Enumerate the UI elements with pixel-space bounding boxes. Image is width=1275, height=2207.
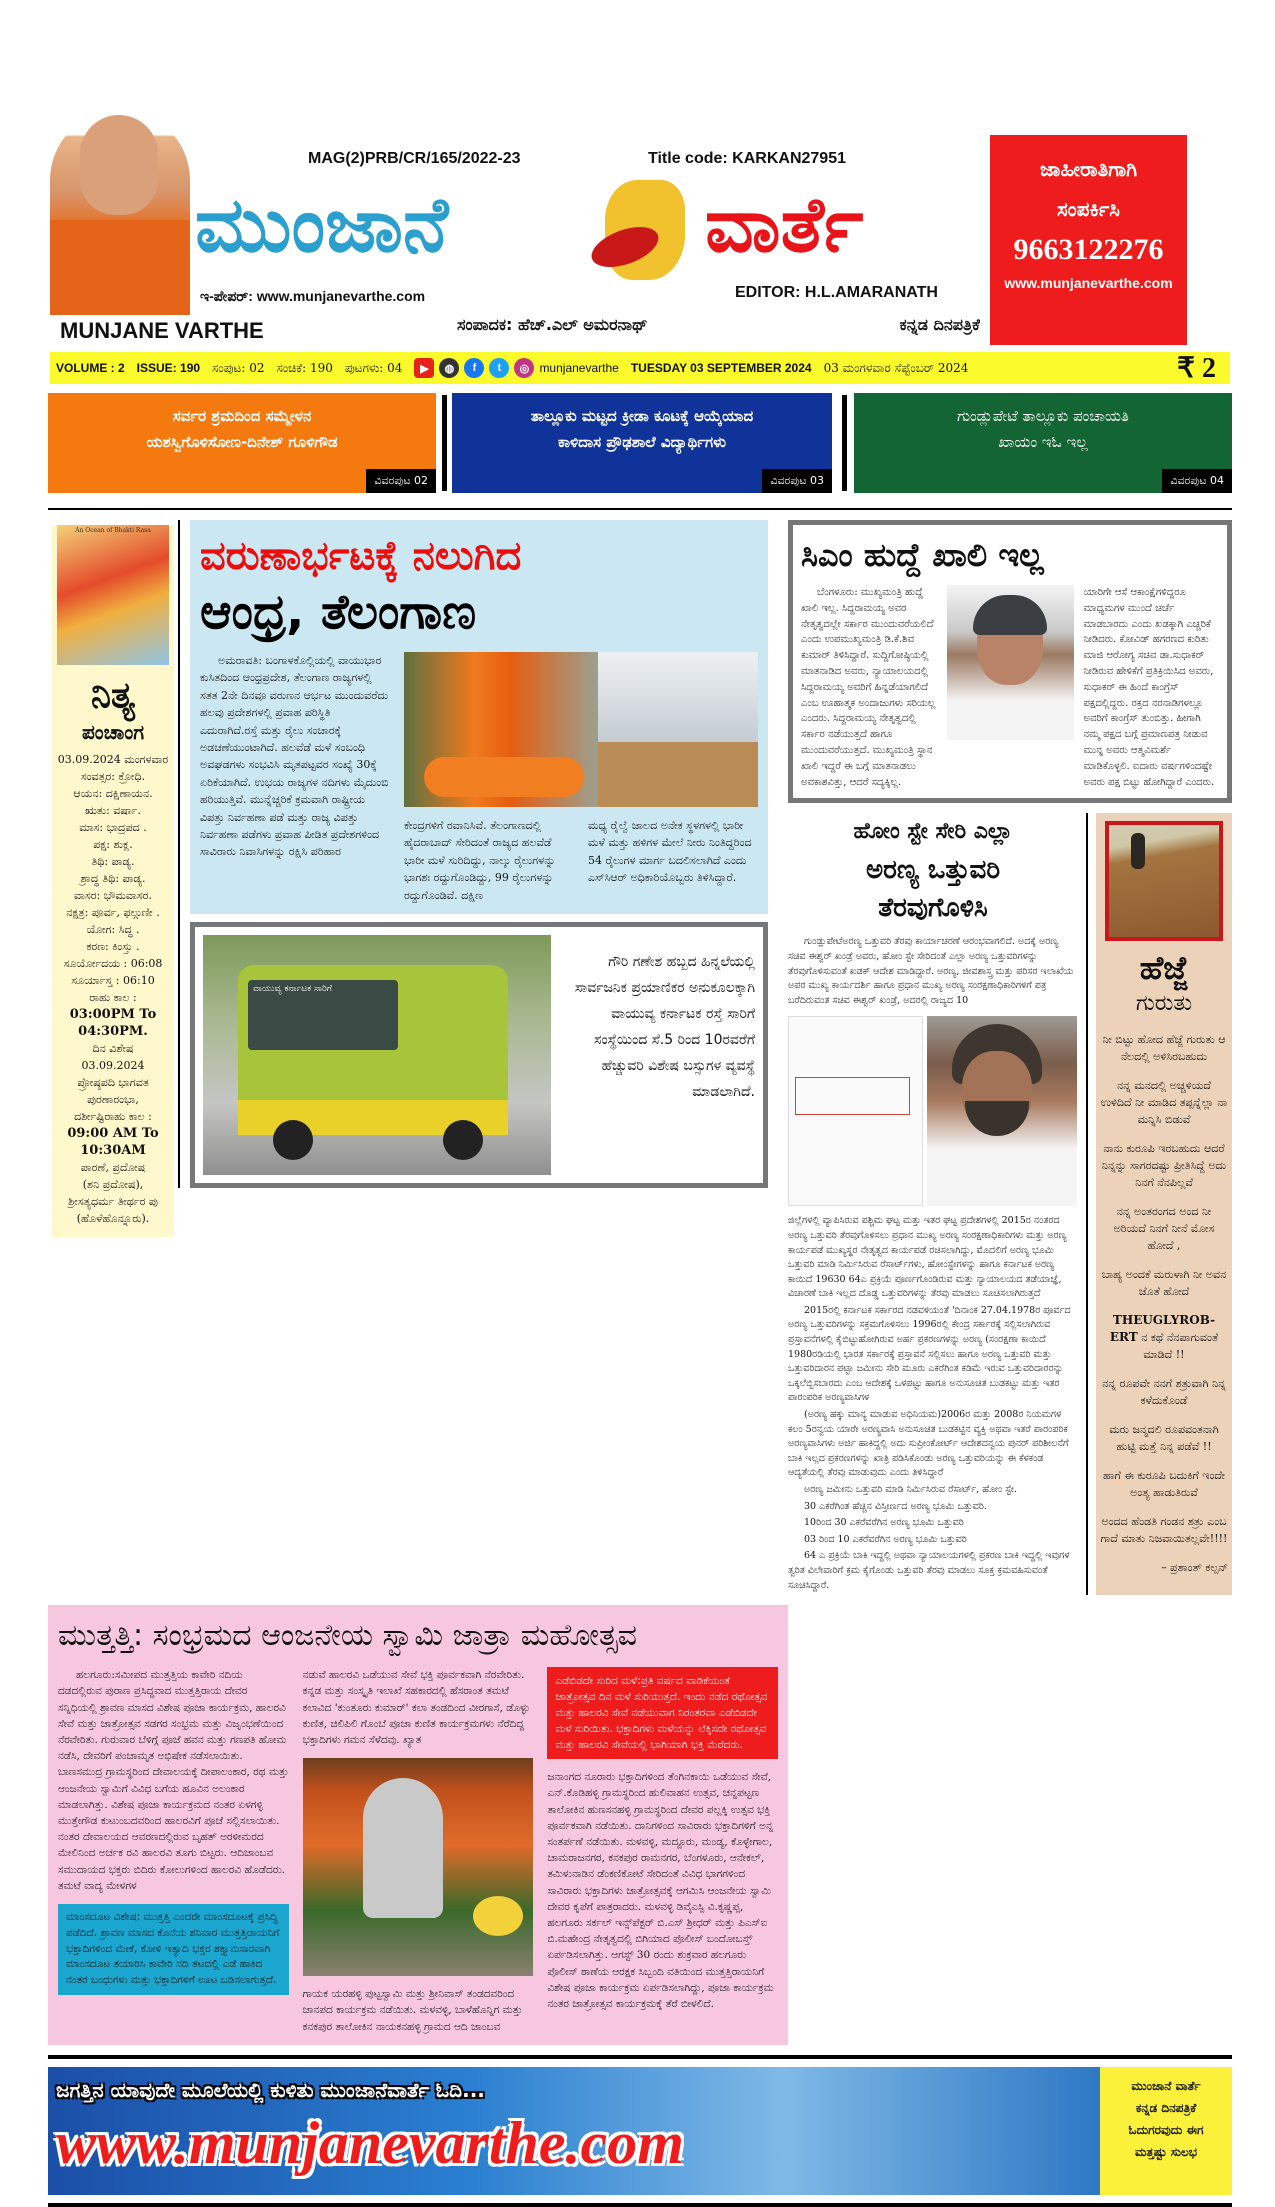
flood-headline-2: ಆಂಧ್ರ, ತೆಲಂಗಾಣ [200,584,477,640]
divider [442,395,447,491]
homestay-para: 2015ರಲ್ಲಿ ಕರ್ನಾಟಕ ಸರ್ಕಾರದ ನಡವಳಿಯಂತೆ 'ದಿನಾಂಕ 27.04.1978ರ ಪೂರ್ವದ ಅರಣ್ಯ ಒತ್ತುವರಿಗಳನ್ನು ಸಕ್ರಮಗೊಳಿಸಲು 1996ರಲ್ಲಿ ಕೇಂದ್ರ ಸರ್ಕಾರಕ್ಕೆ ಸಲ್ಲಿಸಲಾಗಿರುವ ಪ್ರಸ್ತಾವನೆಗಳಲ್ಲಿ ಕೈಬಿಟ್ಟುಹೋಗಿರುವ ಅರ್ಹ ಪ್ರಕರಣಗಳನ್ನು ಅರಣ್ಯ (ಸಂರಕ್ಷಣಾ ಕಾಯಿದೆ 1980ರಡಿಯಲ್ಲಿ ಭಾರತ ಸರ್ಕಾರಕ್ಕೆ ಪ್ರಸ್ತಾವನೆ ಸಲ್ಲಿಸಲು ಹಾಗೂ ಅರಣ್ಯ ಒತ್ತುವರಿ ಮತ್ತು ಒತ್ತುವರಿದಾರನ ಪಟ್ಟಾ ಜಮೀನು ಸೇರಿ ಮೂರು ಎಕರೆಗಿಂತ ಕಡಿಮೆ ಇರುವ ಒತ್ತುವರಿದಾರರನ್ನು ಒಕ್ಕಲೆಬ್ಬಿಸಬಾರದು ಎಂಬ ಆದೇಶಕ್ಕೆ ಒಳಪಟ್ಟು ಹಾಗೂ ಅನುಸೂಚಿತ ಬುಡಕಟ್ಟು ಮತ್ತು ಇತರ ಪಾರಂಪರಿಕ ಅರಣ್ಯವಾಸಿಗಳ [788,1304,1071,1404]
eshwar-khandre-photo [927,1016,1077,1206]
section-rule [48,508,1232,510]
poem-stanza: ನನ್ನ ಅಂತರಂಗದ ಅಂದ ನೀ ಅರಿಯದೆ ನಿನಗೆ ನೀನೆ ಮೋಸ ಹೋದೆ , [1113,1205,1215,1253]
poem-subtitle: ಗುರುತು [1135,991,1193,1017]
teaser-line: ಖಾಯಂ ಇಓ ಇಲ್ಲ [998,433,1088,451]
muttatti-col-3: ಜನಾಂಗದ ನೂರಾರು ಭಕ್ತಾದಿಗಳಿಂದ ತೆಂಗಿನಕಾಯಿ ಒಡೆಯುವ ಸೇವೆ, ಎನ್.ಕೊಡಿಹಳ್ಳಿ ಗ್ರಾಮಸ್ಥರಿಂದ ಹುಲಿವಾಹನ ಉತ್ಸವ, ಚನ್ನಪಟ್ಟಣ ತಾಲೋಕಿನ ಹುಣಸನಹಳ್ಳಿ ಗ್ರಾಮಸ್ಥರಿಂದ ದೇವರ ಪಲ್ಲಕ್ಕಿ ಉತ್ಸವ ಭಕ್ತಿ ಪೂರ್ವಕವಾಗಿ ನಡೆಯಿತು. ದಾನಿಗಳಿಂದ ಸಾವಿರಾರು ಭಕ್ತಾದಿಗಳಿಗೆ ಅನ್ನ ಸಂತರ್ಪಣೆ ನಡೆಯಿತು. ಮಳವಳ್ಳಿ, ಮದ್ದೂರು, ಮಂಡ್ಯ, ಕೊಳ್ಳೇಗಾಲ, ಚಾಮರಾಜನಗರ, ಕನಕಪುರ ರಾಮನಗರ, ಬೆಂಗಳೂರು, ಆನೇಕಲ್, ತಮಿಳುನಾಡಿನ ಡೆಂಕಣಿಕೋಟೆ ಸೇರಿದಂತೆ ವಿವಿಧ ಭಾಗಗಳಿಂದ ಸಾವಿರಾರು ಭಕ್ತಾದಿಗಳು ಜಾತ್ರೋತ್ಸವಕ್ಕೆ ಆಗಮಿಸಿ ಆಂಜನೇಯ ಸ್ವಾಮಿ ದೇವರ ಕೃಪೆಗೆ ಪಾತ್ರರಾದರು. ಮಳವಳ್ಳಿ ಡಿವೈಎಸ್ಪಿ ವಿ.ಕೃಷ್ಣಪ್ಪ, ಹಲಗೂರು ಸರ್ಕಲ್ ಇನ್ಸ್‌ಪೆಕ್ಟರ್ ಬಿ.ಎಸ್ ಶ್ರೀಧರ್ ಮತ್ತು ಪಿಎಸ್‌ಐ ಬಿ.ಮಹೇಂದ್ರ ನೇತೃತ್ವದಲ್ಲಿ ಬಿಗಿಯಾದ ಪೊಲೀಸ್ ಬಂದೋಬಸ್ತ್ ಏರ್ಪಡಿಸಲಾಗಿತ್ತು. ಆಗಸ್ಟ್ 30 ರಂದು ಶುಕ್ರವಾರ ಹಲಗೂರು ಪೊಲೀಸ್ ಠಾಣೆಯ ಆರಕ್ಷಕ ಸಿಬ್ಬಂದಿ ವತಿಯಿಂದ ಮುತ್ತತ್ತಿರಾಯನಿಗೆ ವಿಶೇಷ ಪೂಜಾ ಕಾರ್ಯಕ್ರಮ ಏರ್ಪಡಿಸಲಾಗಿದ್ದು, ಪೂಜಾ ಕಾರ್ಯಕ್ರಮ ನಂತರ ಜಾತ್ರೋತ್ಸವ ಕಾರ್ಯಕ್ರಮಕ್ಕೆ ತೆರೆ ಬೀಳಲಿದೆ. [547,1771,774,2011]
teaser-page-03[interactable] [452,393,832,493]
ad-line-2: ಸಂಪರ್ಕಿಸಿ [1057,197,1120,221]
panchanga-line: ಶ್ರಾದ್ಧ ತಿಥಿ: ಪಾಡ್ಯ. [80,872,146,885]
vishesha-time: 09:00 AM To 10:30AM [67,1126,159,1158]
vishesha-date: 03.09.2024 [81,1059,145,1072]
panchanga-line: ವಾಸರ: ಭೌಮವಾಸರ. [74,889,152,902]
logo-varthe: ವಾರ್ತೆ [705,180,864,269]
image-caption: An Ocean of Bhakti Rasa [75,527,151,534]
ad-line-1: ಜಾಹೀರಾತಿಗಾಗಿ [1039,157,1138,181]
homestay-para: ಅರಣ್ಯ ಜಮೀನು ಒತ್ತುವರಿ ಮಾಡಿ ನಿರ್ಮಿಸಿರುವ ರೆಸಾರ್ಟ್, ಹೋಂ ಸ್ಟೇ. [804,1484,1018,1496]
anjaneya-idol-photo [303,1758,534,1976]
banner-side-box [1100,2067,1232,2195]
flood-col-2: ಕೇಂದ್ರಗಳಿಗೆ ರವಾನಿಸಿವೆ. ತೆಲಂಗಾಣದಲ್ಲಿ ಹೈದರಾಬಾದ್ ಸೇರಿದಂತೆ ರಾಜ್ಯದ ಹಲವೆಡೆ ಭಾರೀ ಮಳೆ ಸುರಿದಿದ್ದು, ನಾಲ್ಕು ರೈಲುಗಳನ್ನು ಭಾಗಶಃ ರದ್ದುಗೊಂಡಿದ್ದು, 99 ರೈಲುಗಳನ್ನು ರದ್ದುಗೊಂಡಿವೆ. ದಕ್ಷಿಣ [404,819,556,902]
poem-stanza: ನಾನು ಕುರೂಪಿ ಇರಬಹುದು ಆದರೆ ನಿನ್ನನ್ನು ಸಾಗರದಷ್ಟು ಪ್ರೀತಿಸಿದ್ದೆ ಅದು ನಿನಗೆ ನೆನಪಿಲ್ಲವೆ [1101,1142,1227,1190]
vishesha-line: ಪ್ರೋಷ್ಠಪದಿ ಭಾಗವತ [77,1076,149,1089]
sanchike: ಸಂಚಿಕೆ: 190 [276,360,333,375]
panchanga-title: ನಿತ್ಯ [90,675,136,716]
web-icon[interactable]: ◍ [439,358,459,378]
banner-side-line: ಮತ್ತಷ್ಟು ಸುಲಭ [1135,2144,1197,2159]
poem-column [1096,813,1232,1595]
muttatti-col-2a: ನಡುವೆ ಹಾಲರವಿ ಒಡೆಯುವ ಸೇವೆ ಭಕ್ತಿ ಪೂರ್ವಕವಾಗಿ ನೆರವೇರಿತು. ಕನ್ನಡ ಮತ್ತು ಸಂಸ್ಕೃತಿ ಇಲಾಖೆ ಸಹಕಾರದಲ್ಲಿ ಹೆಸರಾಂತ ತಮಟೆ ಕಲಾವಿದ 'ಕುಂತೂರು ಕುಮಾರ್' ಕಲಾ ತಂಡದಿಂದ ವೀರಗಾಸೆ, ಡೊಳ್ಳು ಕುಣಿತ, ಚಿಲಿಪಿಲಿ ಗೊಂಬೆ ಪೂಜಾ ಕುಣಿತ ಕಾರ್ಯಕ್ರಮಗಳು ನೆರೆದಿದ್ದ ಭಕ್ತಾದಿಗಳು ಗಮನ ಸೆಳೆದವು. ಖ್ಯಾತ [302,1669,530,1746]
epaper-link[interactable]: ಇ-ಪೇಪರ್: www.munjanevarthe.com [200,288,426,304]
teaser-line: ತಾಲ್ಲೂಕು ಮಟ್ಟದ ಕ್ರೀಡಾ ಕೂಟಕ್ಕೆ ಆಯ್ಕೆಯಾದ [530,407,754,425]
vishesha-line: (ಹೊಳೆಹೊನ್ನೂರು). [76,1212,150,1225]
panchanga-line: ಪಕ್ಷ: ಶುಕ್ಲ. [93,838,133,851]
cm-col-2: ಯಾರಿಗೇ ಆಸೆ ಆಕಾಂಕ್ಷೆಗಳಿದ್ದರೂ ಮಾಧ್ಯಮಗಳ ಮುಂದೆ ಚರ್ಚೆ ಮಾಡಬಾರದು ಎಂದು ಖಡಕ್ಕಾಗಿ ಎಚ್ಚರಿಕೆ ನೀಡಿದರು. ಕೋವಿಡ್ ಹಗರಣದ ಕುರಿತು ಮಾಜಿ ಆರೋಗ್ಯ ಸಚಿವ ಡಾ.ಸುಧಾಕರ್ ನೀಡಿರುವ ಹೇಳಿಕೆಗೆ ಪ್ರತಿಕ್ರಿಯಿಸಿದ ಅವರು, ಸುಧಾಕರ್ ಈ ಹಿಂದೆ ಕಾಂಗ್ರೆಸ್ ಪಕ್ಷದಲ್ಲಿದ್ದರು. ರಕ್ತದ ನರನಾಡಿಗಳಲ್ಲೂ ಅವರಿಗೆ ಕಾಂಗ್ರೆಸ್ ತುಂಬಿತ್ತು. ಹೀಗಾಗಿ ನಮ್ಮ ಪಕ್ಷದ ಬಗ್ಗೆ ಪ್ರಮಾಣಪತ್ರ ನೀಡುವ ಮುನ್ನ ಅವರು ಆತ್ಮವಿಮರ್ಶೆ ಮಾಡಿಕೊಳ್ಳಲಿ. ಐದಾರು ವರ್ಷಗಳಿಂದಷ್ಟೇ ಅವರು ಪಕ್ಷ ಬಿಟ್ಟು ಹೋಗಿದ್ದಾರೆ ಎಂದರು. [1083,587,1215,788]
homestay-para: 10ರಿಂದ 30 ಎಕರೆವರೆಗಿನ ಅರಣ್ಯ ಭೂಮಿ ಒತ್ತುವರಿ [804,1517,964,1529]
poem-author: – ಪ್ರಶಾಂತ್ ಕಲ್ಪನ್ [1161,1561,1228,1575]
poem-stanza: ಅಂದದ ಹೆಂಡತಿ ಗಂಡನ ಶತ್ರು ಎಂಬ ಗಾದೆ ಮಾತು ನಿಜವಾಯಿತಲ್ಲವೇ!!!! [1100,1515,1228,1546]
info-strip [50,352,1230,384]
poem-bold-tail: ನ ಕಥೆ ನೆನಪಾಗುವಂತೆ ಮಾಡಿದೆ !! [1141,1331,1219,1362]
vishesha-line: ಶ್ರೀಸತ್ಯಧರ್ಮ ತೀರ್ಥರ ಪು [68,1195,158,1208]
founder-portrait [50,110,190,315]
krishna-radha-image [57,525,169,665]
poem-stanza: ನೀ ಬಿಟ್ಟು ಹೋದ ಹೆಜ್ಜೆ ಗುರುತು ಆ ನೆಲದಲ್ಲಿ ಅಳಿಸಿರಬಹುದು [1102,1033,1226,1064]
pages-count: ಪುಟಗಳು: 04 [344,360,403,375]
ad-phone[interactable]: 9663122276 [1013,233,1164,266]
teaser-page-ref: ವಿವರಪುಟ 03 [762,469,832,493]
teaser-line: ಕಾಳಿದಾಸ ಪ್ರೌಢಶಾಲೆ ವಿದ್ಯಾರ್ಥಿಗಳು [557,433,727,451]
rain-sidebar: ಎಡೆಬಿಡದೇ ಸುರಿದ ಮಳೆ:ಪ್ರತಿ ವರ್ಷದ ವಾಡಿಕೆಯಂತೆ ಜಾತ್ರೋತ್ಸವ ದಿನ ಮಳೆ ಸುರಿಯುತ್ತದೆ. ಇಂದು ನಡೆದ ರಥೋತ್ಸವ ಮತ್ತು ಹಾಲರವಿ ಸೇವೆ ನಡೆಯುವಾಗ ನಿರಂತರವಾ ಎಡೆಬಿಡದೇ ಮಳೆ ಸುರಿಯಿತು. ಭಕ್ತಾದಿಗಳು ಮಳೆಯನ್ನು ಲೆಕ್ಕಿಸದೇ ರಥೋತ್ಸವ ಮತ್ತು ಹಾಲರವಿ ಸೇವೆಯಲ್ಲಿ ಭಾಗಿಯಾಗಿ ಭಕ್ತಿ ಮೆರೆದರು. [547,1667,778,1759]
kannada-daily-label: ಕನ್ನಡ ದಿನಪತ್ರಿಕೆ [899,315,980,334]
date-kn: 03 ಮಂಗಳವಾರ ಸೆಪ್ಟೆಂಬರ್ 2024 [823,360,969,375]
panchanga-line: ಆಯನ: ದಕ್ಷಿಣಾಯನ. [73,787,153,800]
poem-title: ಹೆಜ್ಜೆ [1139,949,1189,988]
muttatti-col-1: ಹಲಗೂರು:ಸಮೀಪದ ಮುತ್ತತ್ತಿಯ ಕಾವೇರಿ ನದಿಯ ದಡದಲ್ಲಿರುವ ಪುರಾಣ ಪ್ರಸಿದ್ಧವಾದ ಮುತ್ತತ್ತಿರಾಯ ದೇವರ ಸನ್ನಿಧಿಯಲ್ಲಿ ಶ್ರಾವಣ ಮಾಸದ ವಿಶೇಷ ಪೂಜಾ ಕಾರ್ಯಕ್ರಮ, ಹಾಲರವಿ ಸೇವೆ ಮತ್ತು ಜಾತ್ರೋತ್ಸವ ಸಡಗರ ಸಂಭ್ರಮ ಮತ್ತು ವಿಜೃಂಭಣೆಯಿಂದ ನೆರವೇರಿತು. ಗುರುವಾರ ಬೆಳಿಗ್ಗೆ ಪೂಜೆ ಹವನ ಮತ್ತು ಗಣಪತಿ ಹೋಮ ನಡೆಸಿ, ದೇವರಿಗೆ ಪಂಚಾಮೃತ ಅಭಿಷೇಕ ನಡೆಸಲಾಯಿತು. ಬಾಣಸಮುದ್ರ ಗ್ರಾಮಸ್ಥರಿಂದ ದೇವಾಲಯಕ್ಕೆ ದೀಪಾಲಂಕಾರ, ರಥ ಮತ್ತು ಆಂಜನೇಯ ಸ್ವಾಮಿಗೆ ವಿವಿಧ ಬಗೆಯ ಹೂವಿನ ಅಲಂಕಾರ ಮಾಡಲಾಗಿತ್ತು. ವಿಶೇಷ ಪೂಜಾ ಕಾರ್ಯಕ್ರಮದ ನಂತರ ಏಳಗಳ್ಳಿ ಮುತ್ತೇಗೌಡ ಕುಟುಂಬದವರಿಂದ ಹಾಲರವಿಗೆ ಪೂಜೆ ಸಲ್ಲಿಸಲಾಯಿತು. ನಂತರ ದೇವಾಲಯದ ಆವರಣದಲ್ಲಿರುವ ಬೃಹತ್ ಅರಳೀಮರದ ಮೇಲಿನಿಂದ ಅರ್ಚಕ ರವಿ ಹಾಲರವಿ ತೂಗು ಬಿಟ್ಟರು. ಆದಿಜಾಂಬವ ಸಮುದಾಯದ ಭಕ್ತರು ಬಿದಿರು ಕೋಲುಗಳಿಂದ ಹಾಲರವಿ ಹೊಡೆದರು. ತಮಟೆ ವಾದ್ಯ ಮೇಳಗಳ [58,1669,289,1892]
rahu-time: 03:00PM To 04:30PM. [69,1007,157,1039]
homestay-para-1: ಗುಂಡ್ಲುಪೇಟೆಅರಣ್ಯ ಒತ್ತುವರಿ ತೆರವು ಕಾರ್ಯಾಚರಣೆ ಆರಂಭವಾಗಲಿದೆ. ಅದಕ್ಕೆ ಅರಣ್ಯ ಸಚಿವ ಈಶ್ವರ್ ಖಂಡ್ರೆ ಅವರು, ಹೋಂ ಸ್ಟೇ ಸೇರಿದಂತೆ ಎಲ್ಲಾ ಅರಣ್ಯ ಒತ್ತುವರಿಗಳನ್ನು ತೆರವುಗೊಳಿಸುವಂತೆ ಖಡಕ್ ಆದೇಶ ಮಾಡಿದ್ದಾರೆ. ಅರಣ್ಯ, ಜೀವಶಾಸ್ತ್ರ ಮತ್ತು ಪರಿಸರ ಇಲಾಖೆಯ ಅಪರ ಮುಖ್ಯ ಕಾರ್ಯದರ್ಶಿ ಹಾಗೂ ಪ್ರಧಾನ ಮುಖ್ಯ ಅರಣ್ಯ ಸಂರಕ್ಷಣಾಧಿಕಾರಿಗಳಿಗೆ ಪತ್ರ ಬರೆದಿರುವಂತ ಸಚಿವ ಈಶ್ವರ್ ಖಂಡ್ರೆ, ಅದರಲ್ಲಿ ರಾಜ್ಯದ 10 [788,936,1074,1006]
homestay-para: 03 ರಿಂದ 10 ಎಕರೆವರೆಗಿನ ಅರಣ್ಯ ಭೂಮಿ ಒತ್ತುವರಿ [804,1533,967,1545]
advertise-contact-box [990,135,1187,345]
cm-headline: ಸಿಎಂ ಹುದ್ದೆ ಖಾಲಿ ಇಲ್ಲ [801,536,1044,574]
homestay-para: (ಅರಣ್ಯ ಹಕ್ಕು ಮಾನ್ಯ ಮಾಡುವ ಅಧಿನಿಯಮ)2006ರ ಮತ್ತು 2008ರ ನಿಯಮಗಳ ಕಲಂ 5ರನ್ವಯ ಯಾರೇ ಅರಣ್ಯವಾಸಿ ಅನುಸೂಚಿತ ಬುಡಕಟ್ಟಿನ ವ್ಯಕ್ತಿ ಅಥವಾ ಇತರೆ ಪಾರಂಪರಿಕ ಅರಣ್ಯವಾಸಿಗಳು ಅರ್ಜಿ ಹಾಕಿದ್ದಲ್ಲಿ ಅದು ಸುಪ್ರೀಂಕೋರ್ಟ್ ಆದೇಶದನ್ವಯ ಪುನರ್ ಪರಿಶೀಲನೆಗೆ ಬಾಕಿ ಇಲ್ಲದ ಪ್ರಕರಣಗಳನ್ನು ಖಾತ್ರಿ ಪಡಿಸಿಕೊಂಡು ಅರಣ್ಯ ಒತ್ತುವರಿಯನ್ನು ಈ ಕೆಳಕಂಡ ಆದ್ಯತೆಯಲ್ಲಿ ತೆರವು ಮಾಡುವುದು ಎಂದು ತಿಳಿಸಿದ್ದಾರೆ [788,1409,1069,1479]
vishesha-line: (ಶನಿ ಪ್ರದೋಷ), [82,1178,144,1191]
teaser-line: ಯಶಸ್ವಿಗೊಳಿಸೋಣ-ದಿನೇಶ್ ಗೂಳಿಗೌಡ [146,433,338,451]
social-handle[interactable]: munjanevarthe [539,361,619,375]
cm-col-1: ಬೆಂಗಳೂರು: ಮುಖ್ಯಮಂತ್ರಿ ಹುದ್ದೆ ಖಾಲಿ ಇಲ್ಲ. ಸಿದ್ದರಾಮಯ್ಯ ಅವರ ನೇತೃತ್ವದಲ್ಲೇ ಸರ್ಕಾರ ಮುಂದುವರೆಯಲಿದೆ ಎಂದು ಉಪಮುಖ್ಯಮಂತ್ರಿ ಡಿ.ಕೆ.ಶಿವ ಕುಮಾರ್ ತಿಳಿಸಿದ್ದಾರೆ. ಸುದ್ದಿಗೋಷ್ಠಿಯಲ್ಲಿ ಮಾತನಾಡಿದ ಅವರು, ನ್ಯಾಯಾಲಯದಲ್ಲಿ ಸಿದ್ದರಾಮಯ್ಯ ಅವರಿಗೆ ಹಿನ್ನಡೆಯಾಗಲಿದೆ ಎಂಬ ಊಹಾತ್ಮಕ ಅಂದಾಜುಗಳು ಸರಿಯಲ್ಲ ಎಂದರು. ಸಿದ್ದರಾಮಯ್ಯ ನೇತೃತ್ವದಲ್ಲಿ ಸರ್ಕಾರ ನಡೆಯುತ್ತದೆ ಹಾಗೂ ಮುಂದುವರೆಯುತ್ತದೆ. ಮುಖ್ಯಮಂತ್ರಿ ಸ್ಥಾನ ಖಾಲಿ ಇದ್ದರೆ ಈ ಬಗ್ಗೆ ಮಾತನಾಡಲು ಅವಕಾಶವಿತ್ತು, ಆದರೆ ಸದ್ಯಕ್ಕಿಲ್ಲ. [801,587,936,788]
poem-stanza: ಮರು ಜನ್ಮದಲಿ ರೂಪವಂತನಾಗಿ ಹುಟ್ಟಿ ಮತ್ತೆ ನಿನ್ನ ಪಡೆವೆ !! [1109,1423,1219,1454]
teaser-line: ಸರ್ವರ ಶ್ರಮದಿಂದ ಸಮ್ಮೇಳನ [172,407,312,425]
twitter-icon[interactable]: t [489,358,509,378]
flood-headline-1: ವರುಣಾರ್ಭಟಕ್ಕೆ ನಲುಗಿದ [200,533,522,579]
panchanga-line: 03.09.2024 ಮಂಗಳವಾರ [57,753,169,766]
flood-rescue-photo [404,652,758,807]
flood-story [190,520,768,914]
panchanga-column [52,525,174,1237]
banner-tagline: ಜಗತ್ತಿನ ಯಾವುದೇ ಮೂಲೆಯಲ್ಲಿ ಕುಳಿತು ಮುಂಜಾನೆವಾರ್ತೆ ಓದಿ... [56,2077,485,2102]
homestay-para: ಜಿಲ್ಲೆಗಳಲ್ಲಿ ವ್ಯಾಪಿಸಿರುವ ಪಶ್ಚಿಮ ಘಟ್ಟ ಮತ್ತು ಇತರ ಘಟ್ಟ ಪ್ರದೇಶಗಳಲ್ಲಿ 2015ರ ನಂತರದ ಅರಣ್ಯ ಒತ್ತುವರಿ ತೆರವುಗೊಳಿಸಲು ಪ್ರಧಾನ ಮುಖ್ಯ ಅರಣ್ಯ ಸಂರಕ್ಷಣಾಧಿಕಾರಿಗಳು ಮತ್ತು ಅರಣ್ಯ ಕಾರ್ಯಪಡೆ ಮುಖ್ಯಸ್ಥರ ನೇತೃತ್ವದ ಕಾರ್ಯಪಡೆ ರಚಿಸಲಾಗಿದ್ದು, ಮೊದಲಿಗೆ ಅರಣ್ಯ ಭೂಮಿ ಒತ್ತುವರಿ ಮಾಡಿ ನಿರ್ಮಿಸಿರುವ ರೆಸಾರ್ಟ್‌ಗಳು, ಹೋಂಸ್ಟೇಗಳನ್ನು ಹಾಗೂ ಕರ್ನಾಟಕ ಅರಣ್ಯ ಕಾಯಿದೆ 19630 64ಎ ಪ್ರಕ್ರಿಯೆ ಪೂರ್ಣಗೊಂಡಿರುವ ಮತ್ತು ನ್ಯಾಯಾಲಯದ ತಡೆಯಾಜ್ಞೆ, ವಿಚಾರಣೆ ಬಾಕಿ ಇಲ್ಲದ ದೊಡ್ಡ ಒತ್ತುವರಿಗಳನ್ನು ತೆರವು ಮಾಡಲು ಸೂಚಿಸಲಾಗಿರುತ್ತದೆ [788,1215,1067,1300]
footsteps-beach-image [1105,821,1223,941]
editor-en: EDITOR: H.L.AMARANATH [735,284,938,301]
banner-side-line: ಕನ್ನಡ ದಿನಪತ್ರಿಕೆ [1135,2100,1197,2115]
website-banner[interactable] [48,2067,1100,2195]
teaser-page-04[interactable] [854,393,1232,493]
vishesha-line: ದರ್ಶೀಷ್ಟಿರಾಹು ಕಾಲ : [74,1110,152,1123]
ad-url[interactable]: www.munjanevarthe.com [1004,275,1173,291]
muttatti-col-2b: ಗಾಯಕ ಯರಹಳ್ಳಿ ಪುಟ್ಟಸ್ವಾಮಿ ಮತ್ತು ಶ್ರೀನಿವಾಸ್ ತಂಡದವರಿಂದ ಜಾನಪದ ಕಾರ್ಯಕ್ರಮ ನಡೆಯಿತು. ಮಳವಳ್ಳಿ, ಬಾಳೆಹೊನ್ನಿಗ ಮತ್ತು ಕನಕಪುರ ತಾಲೋಕಿನ ನಾಯಕನಹಳ್ಳಿ ಗ್ರಾಮದ ಆದಿ ಜಾಂಬವ [302,1988,523,2033]
facebook-icon[interactable]: f [464,358,484,378]
flood-col-3: ಮಧ್ಯ ರೈಲ್ವೆ ಜಾಲದ ಅನೇಕ ಸ್ಥಳಗಳಲ್ಲಿ ಭಾರೀ ಮಳೆ ಮತ್ತು ಹಳಿಗಳ ಮೇಲೆ ನೀರು ನಿಂತಿದ್ದರಿಂದ 54 ರೈಲುಗಳ ಮಾರ್ಗ ಬದಲಿಸಲಾಗಿದೆ ಎಂದು ಎಸ್‌ಸಿಆರ್ ಅಧಿಕಾರಿಯೊಬ್ಬರು ತಿಳಿಸಿದ್ದಾರೆ. [588,819,752,885]
vishesha-line: ಪಾರಣೆ, ಪ್ರದೋಷ [80,1161,146,1174]
price: ₹ 2 [1177,353,1216,384]
karnataka-map-emblem [605,180,685,280]
panchanga-subtitle: ಪಂಚಾಂಗ [81,720,145,744]
bus-photo [203,935,551,1175]
poem-stanza: ನನ್ನ ಮನದಲ್ಲಿ ಅಚ್ಚಳಿಯದೆ ಉಳಿದಿದೆ ನೀ ಮಾಡಿದ ತಪ್ಪನ್ನೆಲ್ಲಾ ನಾ ಮನ್ನಿಸಿ ಬಿಡುವೆ [1100,1079,1228,1127]
homestay-headline-2: ಅರಣ್ಯ ಒತ್ತುವರಿ [865,855,1001,886]
vishesha-line: ಪುರಣಾರಂಭಾ, [87,1093,139,1106]
bus-board: ವಾಯುವ್ಯ ಕರ್ನಾಟಕ ಸಾರಿಗೆ [253,984,332,995]
teaser-page-ref: ವಿವರಪುಟ 04 [1162,469,1232,493]
panchanga-line: ಸೂರ್ಯಾಸ್ತ : 06:10 [71,974,155,987]
poem-bold-line: THEUGLYROB-ERT [1109,1313,1216,1345]
samputa: ಸಂಪುಟ: 02 [212,360,265,375]
logo-munjane: ಮುಂಜಾನೆ [195,180,449,269]
page-body [48,520,1232,2207]
volume: VOLUME : 2 [56,361,125,375]
dk-shivakumar-photo [947,585,1074,740]
youtube-icon[interactable]: ▶ [414,358,434,378]
muttatti-story [48,1605,788,2045]
editor-kn: ಸಂಪಾದಕ: ಹೆಚ್.ಎಲ್ ಅಮರನಾಥ್ [457,315,648,334]
registration-number: MAG(2)PRB/CR/165/2022-23 [308,150,521,167]
homestay-headline-1: ಹೋಂ ಸ್ಟೇ ಸೇರಿ ಎಲ್ಲಾ [853,819,1013,845]
poem-stanza: ನನ್ನ ರೂಪವೇ ನನಗೆ ಶತ್ರುವಾಗಿ ನಿನ್ನ ಕಳೆದುಕೊಂಡೆ [1102,1377,1226,1408]
section-rule [48,2203,1232,2207]
poem-stanza: ಬಾಹ್ಯ ಅಂದಕೆ ಮರುಳಾಗಿ ನೀ ಅವನ ಜೊತೆ ಹೋದೆ [1101,1268,1227,1299]
date-en: TUESDAY 03 SEPTEMBER 2024 [630,361,812,375]
homestay-story [788,813,1088,1595]
panchanga-line: ನಕ್ಷತ್ರ: ಪೂರ್ವ, ಫಲ್ಗುಣೀ . [66,906,160,919]
title-code: Title code: KARKAN27951 [648,150,846,167]
panchanga-line: ಮಾಸ: ಭಾದ್ರಪದ . [79,821,147,834]
issue: ISSUE: 190 [136,361,201,375]
teaser-line: ಗುಂಡ್ಲುಪೇಟೆ ತಾಲ್ಲೂಕು ಪಂಚಾಯತಿ [957,407,1129,425]
banner-side-line: ಓದುಗರವುದು ಈಗ [1128,2122,1204,2137]
muttatti-headline: ಮುತ್ತತ್ತಿ: ಸಂಭ್ರಮದ ಆಂಜನೇಯ ಸ್ವಾಮಿ ಜಾತ್ರಾ ಮಹೋತ್ಸವ [58,1618,638,1654]
panchanga-line: ಋತು: ವರ್ಷಾ. [85,804,141,817]
poem-stanza: ಹಾಗೆ ಈ ಕುರೂಪಿ ಬದುಕಿಗೆ ಇಂದೇ ಅಂತ್ಯ ಹಾಡುತಿರುವೆ [1102,1469,1226,1500]
banner-side-line: ಮುಂಜಾನೆ ವಾರ್ತೆ [1131,2078,1201,2093]
homestay-headline-3: ತೆರವುಗೊಳಿಸಿ [878,893,988,924]
homestay-para: 30 ಎಕರೆಗಿಂತ ಹೆಚ್ಚಿನ ವಿಸ್ತೀರ್ಣದ ಅರಣ್ಯ ಭೂಮಿ ಒತ್ತುವರಿ. [804,1500,987,1512]
panchanga-line: ಸಂವತ್ಸರ: ಕ್ರೋಧಿ. [80,770,146,783]
dina-vishesha-label: ದಿನ ವಿಶೇಷ [92,1042,134,1055]
homestay-para: 64 ಎ ಪ್ರಕ್ರಿಯೆ ಬಾಕಿ ಇದ್ದಲ್ಲಿ ಅಥವಾ ನ್ಯಾಯಾಲಯಗಳಲ್ಲಿ ಪ್ರಕರಣ ಬಾಕಿ ಇದ್ದಲ್ಲಿ ಇವುಗಳ ತ್ವರಿತ ವಿಲೇವಾರಿಗೆ ಕ್ರಮ ಕೈಗೊಂಡು ಒತ್ತುವರಿ ತೆರವು ಮಾಡಲು ಸೂಕ್ತ ಕ್ರಮವಹಿಸುವಂತೆ ಸೂಚಿಸಿದ್ದಾರೆ. [788,1550,1070,1591]
government-order-image [788,1016,923,1206]
homestay-body [788,1214,1078,1593]
cm-story [788,520,1232,803]
bus-caption: ಗೌರಿ ಗಣೇಶ ಹಬ್ಬದ ಹಿನ್ನಲೆಯಲ್ಲಿ ಸಾರ್ವಜನಿಕ ಪ್ರಯಾಣಿಕರ ಅನುಕೂಲಕ್ಕಾಗಿ ವಾಯುವ್ಯ ಕರ್ನಾಟಕ ರಸ್ತೆ ಸಾರಿಗೆ ಸಂಸ್ಥೆಯಿಂದ ಸೆ.5 ರಿಂದ 10ರವರೆಗೆ ಹೆಚ್ಚುವರಿ ವಿಶೇಷ ಬಸ್ಸುಗಳ ವ್ಯವಸ್ಥೆ ಮಾಡಲಾಗಿದೆ. [574,954,755,1101]
teaser-page-ref: ವಿವರಪುಟ 02 [366,469,436,493]
brand-name-en: MUNJANE VARTHE [60,318,264,343]
panchanga-line: ತಿಥಿ: ಪಾಡ್ಯ. [91,855,135,868]
bus-story [190,922,768,1188]
feast-sidebar: ಮಾಂಸದೂಟ ವಿಶೇಷ: ಮುತ್ತತ್ತಿ ಎಂದರೇ ಮಾಂಸದೂಟಕ್ಕೆ ಪ್ರಸಿದ್ಧಿ ಪಡೆದಿದೆ. ಶ್ರಾವಣ ಮಾಸದ ಕೊನೆಯ ಶನಿವಾರ ಮುತ್ತತ್ತಿರಾಯನಿಗೆ ಭಕ್ತಾದಿಗಳಿಂದ ಮೇಕೆ, ಕೋಳಿ ಇತ್ಯಾದಿ ಭಕ್ತರ ಶಕ್ತ್ಯಾನುಸಾರವಾಗಿ ಮಾಂಸದೂಟ ತಯಾರಿಸಿ ಕಾವೇರಿ ನದಿ ತಟದಲ್ಲಿ ಎಡೆ ಹಾಕಿದ ನಂತರ ಬಂಧುಗಳು ಮತ್ತು ಭಕ್ತಾದಿಗಳಿಗೆ ಊಟ ಬಡಿಸಲಾಗುತ್ತದೆ. [58,1904,289,1995]
banner-url[interactable]: www.munjanevarthe.com [56,2109,684,2176]
flood-col-1: ಅಮರಾವತಿ: ಬಂಗಾಳಕೊಲ್ಲಿಯಲ್ಲಿ ವಾಯುಭಾರ ಕುಸಿತದಿಂದ ಆಂಧ್ರಪ್ರದೇಶ, ತೆಲಂಗಾಣ ರಾಜ್ಯಗಳಲ್ಲಿ ಸತತ 2ನೇ ದಿನವೂ ವರುಣನ ಆರ್ಭಟ ಮುಂದುವರೆದು ಹಲವು ಪ್ರದೇಶಗಳಲ್ಲಿ ಪ್ರವಾಹ ಪರಿಸ್ಥಿತಿ ಎದುರಾಗಿದೆ.ರಸ್ತೆ ಮತ್ತು ರೈಲು ಸಂಚಾರಕ್ಕೆ ಅಡಚಣೆಯುಂಟಾಗಿದೆ. ಹಲವೆಡೆ ಮಳೆ ಸಂಬಂಧಿ ಅವಘಡಗಳು ಸಂಭವಿಸಿ ಮೃತಪಟ್ಟವರ ಸಂಖ್ಯೆ 30ಕ್ಕೆ ಏರಿಕೆಯಾಗಿದೆ. ಉಭಯ ರಾಜ್ಯಗಳ ನದಿಗಳು ಮೈದುಂಬಿ ಹರಿಯುತ್ತಿವೆ. ಮುನ್ನೆಚ್ಚರಿಕೆ ಕ್ರಮವಾಗಿ ರಾಷ್ಟ್ರೀಯ ವಿಪತ್ತು ನಿರ್ವಹಣಾ ಪಡೆ ಮತ್ತು ರಾಜ್ಯ ವಿಪತ್ತು ನಿರ್ವಹಣಾ ಪಡೆಗಳು ಪ್ರವಾಹ ಪೀಡಿತ ಪ್ರದೇಶಗಳಿಂದ ಸಾವಿರಾರು ನಿವಾಸಿಗಳನ್ನು ರಕ್ಷಿಸಿ ಪರಿಹಾರ [200,654,389,859]
panchanga-line: ಸೂರ್ಯೋದಯ : 06:08 [63,957,163,970]
instagram-icon[interactable]: ◎ [514,358,534,378]
panchanga-line: ಯೋಗ: ಸಿದ್ಧ . [86,923,140,936]
teaser-page-02[interactable] [48,393,436,493]
panchanga-line: ಕರಣ: ಕಿಂಸ್ತು . [86,940,140,953]
divider [842,395,847,491]
panchanga-line: ರಾಹು ಕಾಲ : [89,991,137,1004]
